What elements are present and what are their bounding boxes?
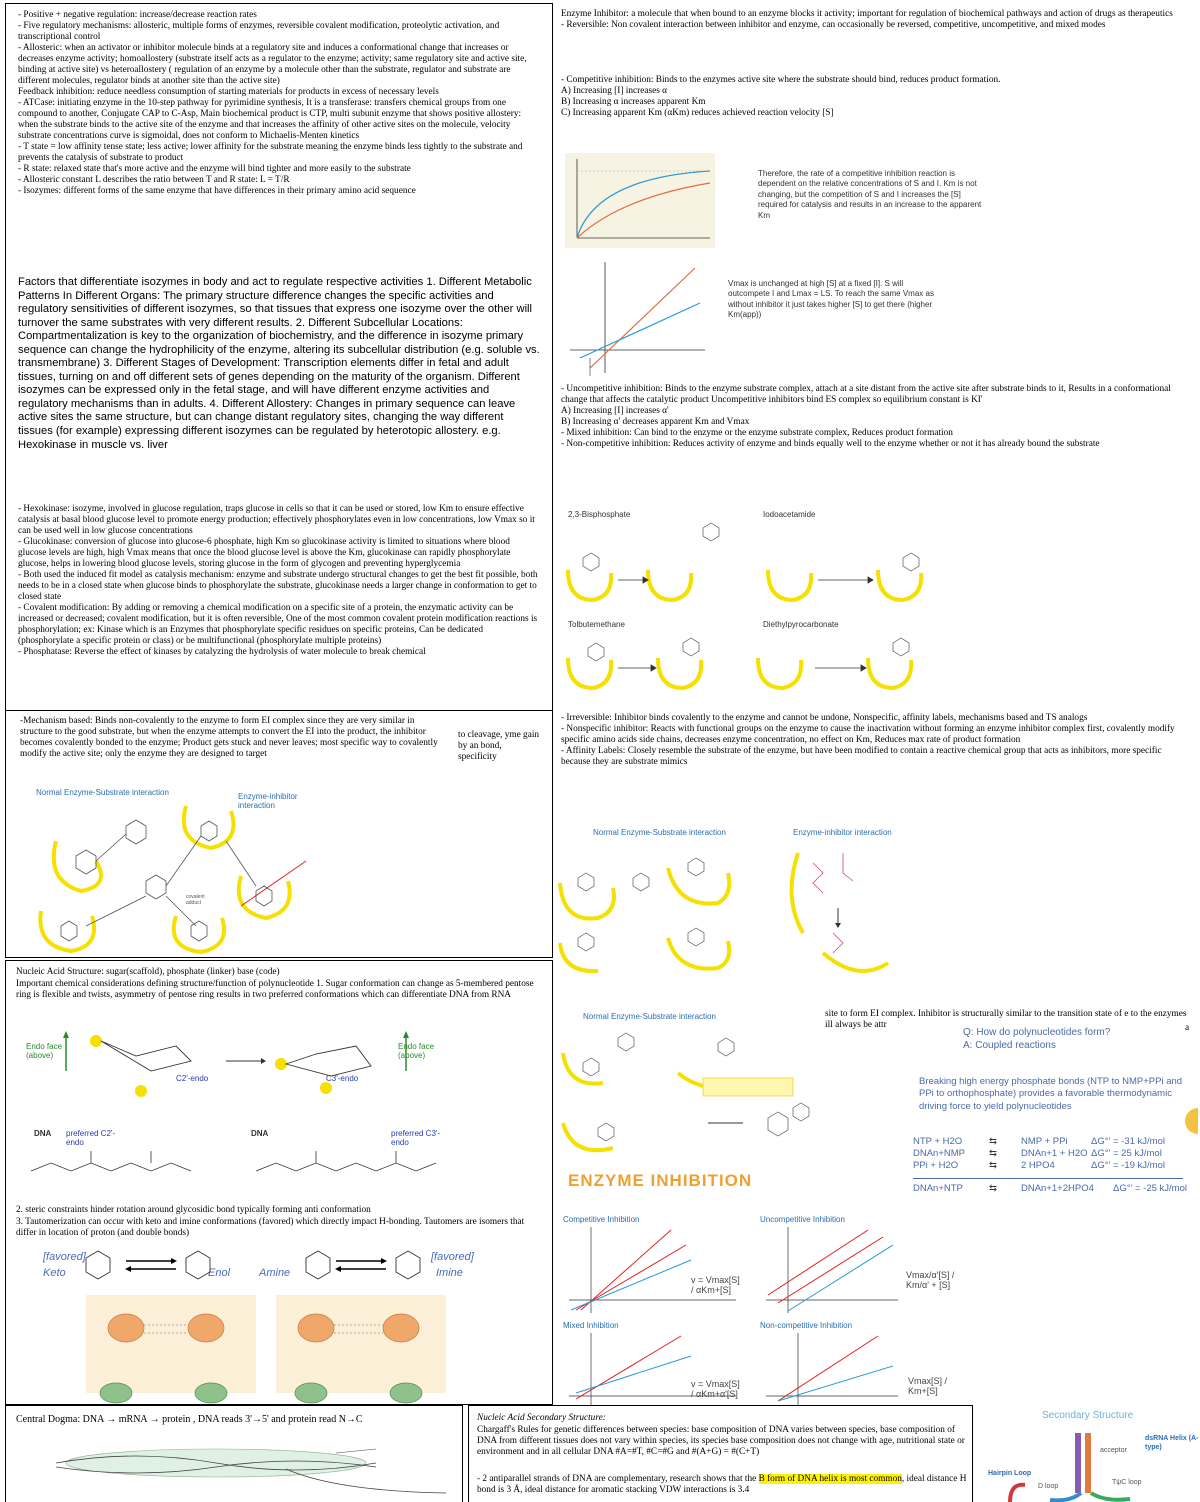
svg-text:adduct: adduct xyxy=(186,900,202,906)
reaction-row xyxy=(913,1136,1195,1148)
figure-label: Hairpin Loop xyxy=(988,1470,1032,1477)
note-line: - Hexokinase: isozyme, involved in glucose regulation, traps glucose in cells so that it can be used or stored, low Km to ensure effective catalysis at basal blood glucose level to promote energy production; effectively phosphorylates even in low concentrations, low Vmax so it can be used well in low glucose concentrations xyxy=(18,504,535,536)
left-notes-text-a xyxy=(18,10,538,196)
equilibrium-arrow-icon: ⇆ xyxy=(989,1160,997,1171)
note-line: A) Increasing [I] increases α xyxy=(561,85,668,96)
polymerase-figure xyxy=(558,1008,820,1158)
graph-title: Uncompetitive Inhibition xyxy=(760,1215,845,1224)
reaction-dg: ΔG°' = -31 kJ/mol xyxy=(1091,1136,1165,1147)
reaction-row xyxy=(913,1148,1195,1160)
figure-label: D loop xyxy=(1038,1483,1059,1490)
secondary-p2 xyxy=(477,1474,967,1496)
figure-label: dsRNA Helix (A-type) xyxy=(1145,1435,1199,1451)
mm-curve xyxy=(565,153,715,248)
reaction-divider xyxy=(913,1178,1183,1179)
figure-caption: Normal Enzyme-Substrate interaction xyxy=(36,788,169,797)
reaction-dg: ΔG°' = -25 kJ/mol xyxy=(1113,1183,1187,1194)
note-line: - Allosteric: when an activator or inhibitor molecule binds at a regulatory site and induces a conformational change that increases or decreases enzyme activity; homoallostery (substrate itself acts as a regulator to the enzyme; activity; same regulatory site and active site, binding at active site) vs heteroallostery ( regulation of an enzyme by a molecule other than the substrate, regulator and substrate are different molecules, regulator binds at another site than the active site) xyxy=(18,42,527,86)
rna-secondary-figure xyxy=(980,1405,1200,1502)
uncompetitive-inhibition-text xyxy=(561,384,1191,450)
reaction-left: NTP + H2O xyxy=(913,1136,963,1147)
mechanism-figure xyxy=(26,786,326,954)
note-line: Feedback inhibition: reduce needless consumption of starting materials for products in excess of necessary levels xyxy=(18,86,439,97)
note-line: - Phosphatase: Reverse the effect of kinases by catalyzing the hydrolysis of water molecule to break chemical xyxy=(18,646,426,657)
figure-caption: Endo face (above) xyxy=(398,1042,435,1060)
amine-label: Amine xyxy=(259,1267,291,1279)
note-line: - Non-competitive inhibition: Reduces activity of enzyme and binds equally well to the enzyme whether or not it has already bound the substrate xyxy=(561,438,1100,449)
nucleic-p3: 3. Tautomerization can occur with keto and imine conformations (favored) which directly impact H-bonding. Tautomers are isomers that differ in location of proton (and double bonds) xyxy=(16,1217,525,1238)
competitive-inhibition-text xyxy=(561,75,1189,119)
figure-caption: Enzyme-inhibitor interaction xyxy=(793,828,892,837)
note-line: A) Increasing [I] increases α' xyxy=(561,405,669,416)
dna-sub: preferred C2'-endo xyxy=(66,1129,116,1147)
right-notes-panel xyxy=(553,3,1198,1003)
figure-caption: Normal Enzyme-Substrate interaction xyxy=(593,828,726,837)
note-line: - Mixed inhibition: Can bind to the enzyme or the enzyme substrate complex, Reduces product formation xyxy=(561,427,953,438)
equation: Vmax[S] / Km+[S] xyxy=(908,1376,948,1396)
graph-lines xyxy=(561,1215,741,1315)
irreversible-inhibitor-structures xyxy=(563,508,963,698)
note-line: - Irreversible: Inhibitor binds covalently to the enzyme and cannot be undone, Nonspecific, affinity labels, mechanisms based and TS analogs xyxy=(561,713,1088,723)
competitive-mm-plot xyxy=(565,153,715,248)
affinity-label-figure xyxy=(558,823,898,973)
note-line: B) Increasing α' decreases apparent Km and Vmax xyxy=(561,416,750,427)
polynucleotide-answer: A: Coupled reactions xyxy=(963,1040,1056,1051)
note-line: - Glucokinase: conversion of glucose into glucose-6 phosphate, high Km so glucokinase activity is limited to situations where blood glucose levels are high, high Vmax means that once the blood glucose level is above the Km, glucokinase can rapidly phosphorylate glucose, helps in lowering blood glucose levels, storing glucose in the form of glycogen and preventing hyperglycemia xyxy=(18,536,511,569)
note-line: - Allosteric constant L describes the ratio between T and R state: L = T/R xyxy=(18,174,290,185)
note-line: B) Increasing α increases apparent Km xyxy=(561,96,706,107)
secondary-p2-text: - 2 antiparallel strands of DNA are complementary, research shows that the xyxy=(477,1474,759,1484)
secondary-p2-text: , ideal distance H bond is 3 Å, ideal distance for aromatic stacking VDW interactions is 3.4 xyxy=(477,1474,967,1495)
nucleic-heading: Nucleic Acid Structure: sugar(scaffold), phosphate (linker) base (code) xyxy=(16,967,280,977)
secondary-heading: Nucleic Acid Secondary Structure: xyxy=(477,1413,606,1423)
highlighted-text: B form of DNA helix is most common xyxy=(758,1474,902,1484)
divider xyxy=(6,710,553,711)
figure-caption: Endo face (above) xyxy=(26,1042,63,1060)
dna-label: DNA xyxy=(251,1129,269,1138)
reaction-left: DNAn+NTP xyxy=(913,1183,963,1194)
favored-label: [favored] xyxy=(43,1251,86,1263)
figure-caption: Enzyme-inhibitor interaction xyxy=(238,792,298,810)
structure-drawings xyxy=(563,508,963,698)
central-dogma-text: Central Dogma: DNA → mRNA → protein , DNA reads 3'→5' and protein read N→C xyxy=(16,1414,363,1425)
sugar-pucker-drawing xyxy=(26,1016,446,1106)
dna-sub: preferred C3'-endo xyxy=(391,1129,441,1147)
graph-title: Non-competitive Inhibition xyxy=(760,1321,853,1330)
note-line: C) Increasing apparent Km (αKm) reduces achieved reaction velocity [S] xyxy=(561,107,834,118)
keto-label: Keto xyxy=(43,1267,66,1279)
reaction-dg: ΔG°' = 25 kJ/mol xyxy=(1091,1148,1162,1159)
inhibitor-intro xyxy=(561,9,1189,31)
polymerase-drawing xyxy=(558,1008,820,1158)
reaction-right: 2 HPO4 xyxy=(1021,1160,1055,1171)
structure-label: Tolbutemethane xyxy=(568,620,625,629)
reaction-left: PPi + H2O xyxy=(913,1160,959,1171)
figure-label: acceptor xyxy=(1100,1447,1127,1454)
figure-title: Secondary Structure xyxy=(1042,1410,1134,1421)
enzyme-diagram xyxy=(26,786,326,954)
graph-title: Mixed Inhibition xyxy=(563,1321,619,1330)
transcription-drawing xyxy=(36,1431,456,1501)
lineweaver-burk-plot xyxy=(565,258,710,378)
tautomer-figure xyxy=(31,1243,474,1405)
note-line: - Covalent modification: By adding or removing a chemical modification on a specific site of a protein, the enzymatic activity can be increased or decreased; covalent modification, but it is often reversible, One of the most common covalent protein modification reactions is phosphorylation; ex: Kinase which is an Enzymes that phosphorylate specific residues on specific proteins, Can be dedicated (phosphorylate a specific protein or class) or be multifunctional (phosphorylate multiple proteins) xyxy=(18,602,538,646)
note-line: - Positive + negative regulation: increase/decrease reaction rates xyxy=(18,10,257,20)
equation: Vmax/α'[S] / Km/α' + [S] xyxy=(906,1270,955,1290)
equilibrium-arrow-icon: ⇆ xyxy=(989,1148,997,1159)
competitive-lb-plot xyxy=(565,258,710,378)
figure-caption: Normal Enzyme-Substrate interaction xyxy=(583,1012,716,1021)
dna-label: DNA xyxy=(34,1129,52,1138)
reaction-table xyxy=(913,1136,1195,1195)
svg-text:covalent: covalent xyxy=(186,894,205,900)
dna-backbone-drawing xyxy=(26,1141,466,1201)
equilibrium-arrow-icon: ⇆ xyxy=(989,1136,997,1147)
note-line: - Uncompetitive inhibition: Binds to the enzyme substrate complex, attach at a site distant from the active site after substrate binds to it, Results in a conformational change that affects the catalytic product Uncompetitive inhibitors bind ES complex so equilibrium constant is KI' xyxy=(561,384,1171,405)
graph-title: Competitive Inhibition xyxy=(563,1215,640,1224)
graph2-note: Vmax is unchanged at high [S] at a fixed [I]. S will outcompete I and Lmax = LS. To reach the same Vmax as without inhibitor it just takes higher [S] to get there (higher Km(app)) xyxy=(728,279,934,320)
nucleic-p1: Important chemical considerations defining structure/function of polynucleotide 1. Sugar conformation can change as 5-membered pentose ring is flexible and twists, asymmetry of pentose ring results in two preferred conformations which can differentiate DNA from RNA xyxy=(16,979,534,1000)
reaction-left: DNAn+NMP xyxy=(913,1148,965,1159)
structure-label: 2,3-Bisphosphate xyxy=(568,510,631,519)
right-middle-region xyxy=(553,1003,1198,1408)
isozyme-factors-text: Factors that differentiate isozymes in body and act to regulate respective activities 1. Different Metabolic Patterns In Different Organs: The primary structure difference changes the specific activities and regulatory sensitivities of different isozymes, so that tissues that express one isozyme over the other will turnover the same substrates with very different results. 2. Different Subcellular Locations: Compartmentalization is key to the organization of biochemistry, and the difference in isozyme primary sequence can change the hydrophilicity of the enzyme, altering its subcellular distribution (e.g. soluble vs. transmembrane) 3. Different Stages of Development: Transcription elements differ in fetal and adult tissues, turning on and off different sets of genes depending on the maturity of the organism. Different isozymes can be expressed only in the fetal stage, and will have different enzyme activities and regulatory mechanisms than in adults. 4. Different Allostery: Changes in primary sequence can leave active sites the same structure, but can change distant regulatory sites, changing the way different tissues (for example) expressing different isozymes can be regulated by heterotopic allostery. e.g. Hexokinase in muscle vs. liver xyxy=(18,276,540,451)
rna-structure-drawing xyxy=(980,1405,1200,1502)
inhibition-graph-competitive xyxy=(561,1215,741,1315)
affinity-label-drawing xyxy=(558,823,898,973)
reaction-right: NMP + PPi xyxy=(1021,1136,1068,1147)
note-line: - Five regulatory mechanisms: allosteric, multiple forms of enzymes, reversible covalent modification, proteolytic activation, and transcriptional control xyxy=(18,20,500,42)
left-notes-text-c xyxy=(18,504,538,658)
central-dogma-panel xyxy=(5,1405,463,1502)
equation: v = Vmax[S] / αKm+α'[S] xyxy=(691,1379,740,1399)
inhibition-graph-noncompetitive xyxy=(758,1321,958,1406)
reaction-right: DNAn+1+2HPO4 xyxy=(1021,1183,1094,1194)
note-line: - Nonspecific inhibitor: Reacts with functional groups on the enzyme to cause the inactivation without forming an enzyme inhibitor complex first, covalently modify specific amino acids side chains, decreases enzyme concentration, no effect on Km, Reduces max rate of product formation xyxy=(561,723,1175,745)
reaction-net-row xyxy=(913,1183,1195,1195)
fragment-letter: a xyxy=(1185,1023,1190,1033)
tautomer-drawing xyxy=(31,1243,471,1405)
inhibition-graph-mixed xyxy=(561,1321,741,1406)
structure-label: Diethylpyrocarbonate xyxy=(763,620,839,629)
imine-label: Imine xyxy=(436,1267,463,1279)
note-line: - ATCase: initiating enzyme in the 10-step pathway for pyrimidine synthesis, It is a transferase: transfers chemical groups from one compound to another, Conjugate CAP to C-Asp, Main biochemical product is CTP, multi subunit enzyme that shows positive allostery: when the substrate binds to the active site of the enzyme and that increases the affinity of other active sites on the molecule, velocity substrate concentrations curve is sigmoidal, does not conform to Michaelis-Menten kinetics xyxy=(18,97,522,141)
nucleic-acid-panel xyxy=(5,960,553,1405)
note-line: - Competitive inhibition: Binds to the enzymes active site where the substrate should bind, reduces product formation. xyxy=(561,75,1001,85)
mechanism-based-text: -Mechanism based: Binds non-covalently to the enzyme to form EI complex since they are very similar in structure to the good substrate, but when the enzyme attempts to convert the EI into the product, the inhibitor becomes covalently bonded to the enzyme; Product gets stuck and never leaves; most specific way to covalently modify the active site; only the enzyme they are designed to target xyxy=(20,716,438,759)
sugar-pucker-figure xyxy=(26,1016,446,1106)
graph-lines xyxy=(758,1215,958,1315)
enzyme-inhibition-title: ENZYME INHIBITION xyxy=(568,1171,753,1190)
inhibition-graph-uncompetitive xyxy=(758,1215,958,1315)
enol-label: Enol xyxy=(208,1267,231,1279)
favored-label: [favored] xyxy=(431,1251,474,1263)
note-line: - Affinity Labels: Closely resemble the substrate of the enzyme, but have been modified to contain a reactive chemical group that acts as inhibitors, more specific because they are substrate mimics xyxy=(561,745,1162,767)
note-line: Enzyme Inhibitor: a molecule that when bound to an enzyme blocks it activity; important for regulation of biochemical pathways and action of drugs as therapeutics xyxy=(561,9,1173,19)
reaction-right: DNAn+1 + H2O xyxy=(1021,1148,1088,1159)
note-line: - T state = low affinity tense state; less active; lower affinity for the substrate meaning the enzyme binds less tightly to the substrate and prevents the catalysis of substrate to product xyxy=(18,141,523,163)
transition-state-fragment: site to form EI complex. Inhibitor is structurally similar to the transition state of e to the enzymes ill always be attr xyxy=(825,1009,1187,1030)
secondary-structure-panel xyxy=(468,1405,973,1502)
graph1-note: Therefore, the rate of a competitive inhibition reaction is dependent on the relative concentrations of S and I. Km is not changing, but the competition of S and I increases the [S] required for catalysis and results in an increase to the apparent Km xyxy=(758,169,982,220)
secondary-p1: Chargaff's Rules for genetic differences between species: base composition of DNA varies between species, base composition of DNA from different tissues does not vary within species, its species base composition does not change with age, nutritional state or environment and in all cellular DNA #A=#T, #C=#G and #(A+G) = #(C+T) xyxy=(477,1425,965,1457)
left-notes-panel xyxy=(5,3,553,958)
mechanism-side-text: to cleavage, yme gain by an bond, specificity xyxy=(458,730,540,762)
equilibrium-arrow-icon: ⇆ xyxy=(989,1183,997,1194)
structure-label: Iodoacetamide xyxy=(763,510,816,519)
irreversible-inhibition-text xyxy=(561,713,1193,768)
reaction-row xyxy=(913,1160,1195,1172)
figure-label: TψC loop xyxy=(1112,1479,1142,1486)
nucleic-p2: 2. steric constraints hinder rotation around glycosidic bond typically forming anti conformation xyxy=(16,1205,371,1215)
note-line: - R state: relaxed state that's more active and the enzyme will bind tighter and more easily to the substrate xyxy=(18,163,411,174)
figure-caption: C3'-endo xyxy=(326,1074,359,1083)
note-line: - Isozymes: different forms of the same enzyme that have differences in their primary amino acid sequence xyxy=(18,185,416,196)
note-line: - Reversible: Non covalent interaction between inhibitor and enzyme, can occasionally be reversed, competitive, uncompetitive, and mixed modes xyxy=(561,19,1106,30)
note-line: - Both used the induced fit model as catalysis mechanism: enzyme and substrate undergo structural changes to get the best fit possible, both needs to be in a closed state when glucose binds to phosphorylate the substrate, glucokinase needs a larger change in conformation to get to closed state xyxy=(18,569,538,602)
coupled-reaction-desc: Breaking high energy phosphate bonds (NTP to NMP+PPi and PPi to orthophosphate) provides a favorable thermodynamic driving force to yield polynucleotides xyxy=(919,1076,1183,1112)
reaction-dg: ΔG°' = -19 kJ/mol xyxy=(1091,1160,1165,1171)
equation: v = Vmax[S] / αKm+[S] xyxy=(691,1275,740,1295)
polynucleotide-question: Q: How do polynucleotides form? xyxy=(963,1027,1111,1038)
figure-caption: C2'-endo xyxy=(176,1074,209,1083)
